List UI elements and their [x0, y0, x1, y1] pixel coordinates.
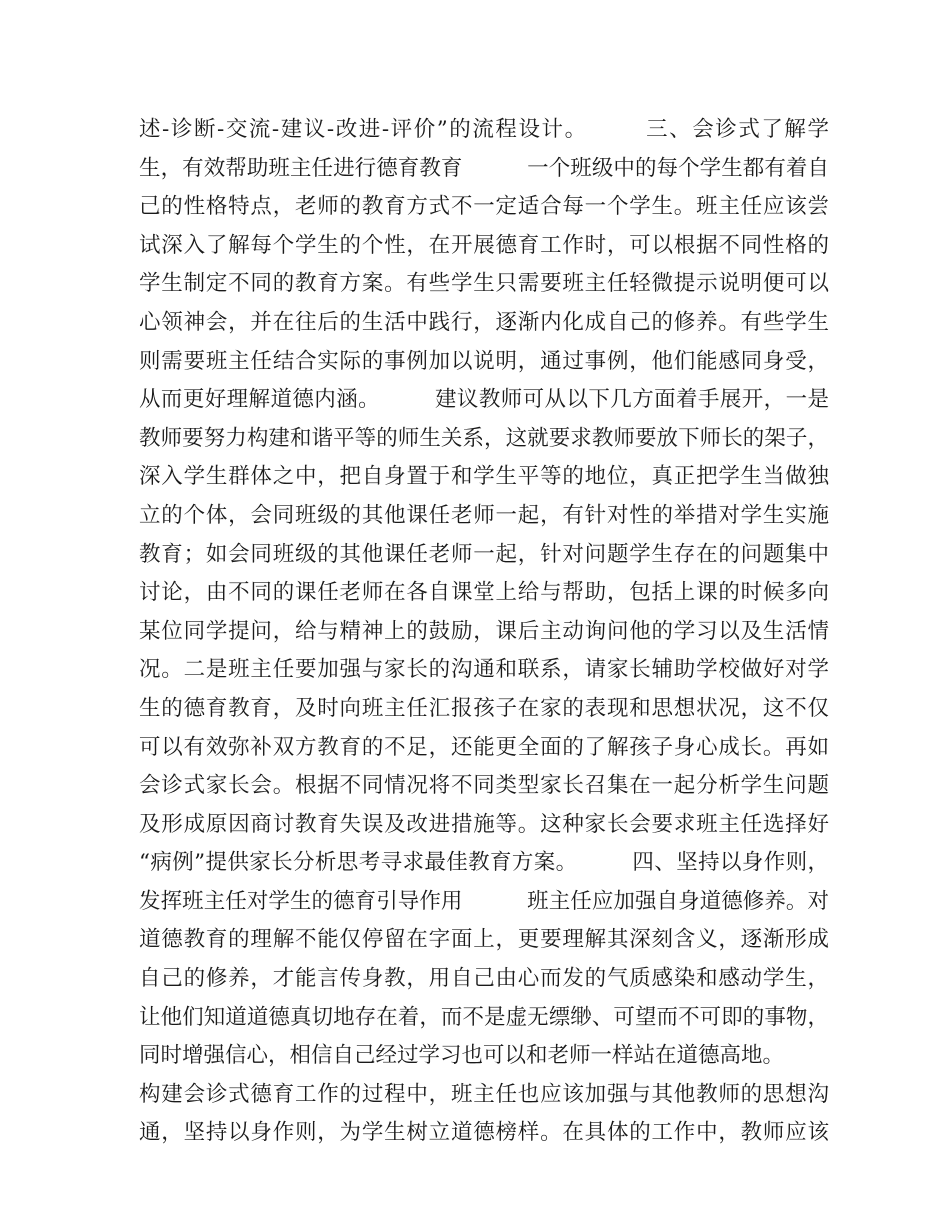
text-line: 述-诊断-交流-建议-改进-评价”的流程设计。 三、会诊式了解学	[139, 117, 829, 142]
text-line: 己的性格特点，老师的教育方式不一定适合每一个学生。班主任应该尝	[139, 194, 829, 220]
text-line: 生的德育教育，及时向班主任汇报孩子在家的表现和思想状况，这不仅	[139, 695, 829, 721]
text-line: 心领神会，并在往后的生活中践行，逐渐内化成自己的修养。有些学生	[139, 309, 829, 335]
text-line: 从而更好理解道德内涵。 建议教师可从以下几方面着手展开，一是	[139, 387, 829, 413]
text-line: 教育；如会同班级的其他课任老师一起，针对问题学生存在的问题集中	[139, 541, 829, 567]
text-line: 则需要班主任结合实际的事例加以说明，通过事例，他们能感同身受，	[139, 348, 829, 374]
text-line: 会诊式家长会。根据不同情况将不同类型家长召集在一起分析学生问题	[139, 773, 829, 799]
text-line: 生，有效帮助班主任进行德育教育 一个班级中的每个学生都有着自	[139, 155, 829, 181]
text-line: 同时增强信心，相信自己经过学习也可以和老师一样站在道德高地。	[139, 1043, 785, 1069]
text-line: 某位同学提问，给与精神上的鼓励，课后主动询问他的学习以及生活情	[139, 618, 829, 644]
text-line: 及形成原因商讨教育失误及改进措施等。这种家长会要求班主任选择好	[139, 811, 829, 837]
text-line: 试深入了解每个学生的个性，在开展德育工作时，可以根据不同性格的	[139, 232, 829, 258]
text-line: 道德教育的理解不能仅停留在字面上，更要理解其深刻含义，逐渐形成	[139, 927, 829, 953]
text-line: 通，坚持以身作则，为学生树立道德榜样。在具体的工作中，教师应该	[139, 1120, 829, 1146]
text-line: 可以有效弥补双方教育的不足，还能更全面的了解孩子身心成长。再如	[139, 734, 829, 760]
text-line: 深入学生群体之中，把自身置于和学生平等的地位，真正把学生当做独	[139, 464, 829, 490]
body-text	[139, 111, 829, 1153]
text-line: 发挥班主任对学生的德育引导作用 班主任应加强自身道德修养。对	[139, 888, 829, 914]
text-line: 况。二是班主任要加强与家长的沟通和联系，请家长辅助学校做好对学	[139, 657, 829, 683]
text-line: 学生制定不同的教育方案。有些学生只需要班主任轻微提示说明便可以	[139, 271, 829, 297]
text-line: 教师要努力构建和谐平等的师生关系，这就要求教师要放下师长的架子，	[139, 425, 829, 451]
text-line: “病例”提供家长分析思考寻求最佳教育方案。 四、坚持以身作则，	[139, 850, 829, 876]
text-line: 讨论，由不同的课任老师在各自课堂上给与帮助，包括上课的时候多向	[139, 580, 829, 606]
text-line: 让他们知道道德真切地存在着，而不是虚无缥缈、可望而不可即的事物，	[139, 1004, 829, 1030]
text-line: 立的个体，会同班级的其他课任老师一起，有针对性的举措对学生实施	[139, 502, 829, 528]
text-line: 自己的修养，才能言传身教，用自己由心而发的气质感染和感动学生，	[139, 966, 829, 992]
text-line: 构建会诊式德育工作的过程中，班主任也应该加强与其他教师的思想沟	[139, 1081, 829, 1107]
